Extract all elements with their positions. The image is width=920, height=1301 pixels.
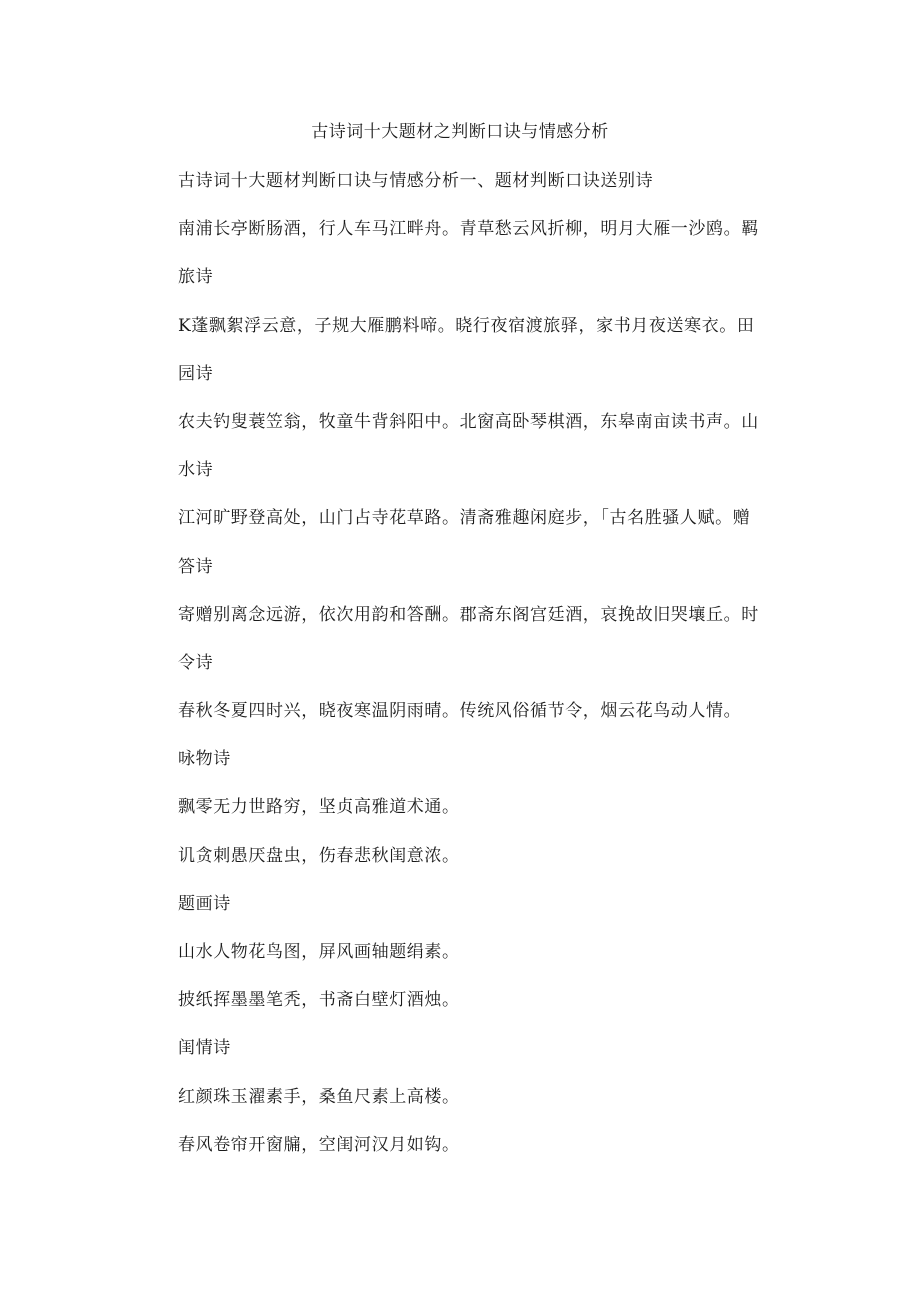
text-line: 题画诗	[178, 893, 231, 914]
text-line: K蓬飘絮浮云意，子规大雁鹏料啼。晓行夜宿渡旅驿，家书月夜送寒衣。田	[178, 315, 755, 336]
text-line: 闺情诗	[178, 1038, 231, 1059]
text-line: 咏物诗	[178, 749, 231, 770]
text-line: 答诗	[178, 556, 214, 577]
document-title: 古诗词十大题材之判断口诀与情感分析	[311, 122, 609, 142]
text-line: 古诗词十大题材判断口诀与情感分析一、题材判断口诀送别诗	[178, 171, 654, 191]
text-line: 农夫钓叟蓑笠翁，牧童牛背斜阳中。北窗高卧琴棋酒，东皋南亩读书声。山	[178, 411, 759, 432]
text-line: 山水人物花鸟图，屏风画轴题绢素。	[178, 942, 460, 962]
text-line: 披纸挥墨墨笔秃，书斋白壁灯酒烛。	[178, 990, 460, 1011]
text-line: 南浦长亭断肠酒，行人车马江畔舟。青草愁云风折柳，明月大雁一沙鸥。羁	[178, 219, 759, 240]
text-line: 红颜珠玉濯素手，桑鱼尺素上高楼。	[178, 1086, 460, 1107]
text-line: 讥贪刺愚厌盘虫，伤春悲秋闺意浓。	[178, 845, 460, 866]
document-body	[178, 170, 798, 1182]
text-line: 令诗	[178, 652, 214, 673]
text-line: 园诗	[178, 363, 214, 384]
text-line: 水诗	[178, 460, 214, 481]
text-line: 旅诗	[178, 267, 214, 288]
text-line: 飘零无力世路穷，坚贞高雅道术通。	[178, 797, 460, 818]
text-line: 春风卷帘开窗牖，空闺河汉月如钩。	[178, 1134, 460, 1155]
text-line: 寄赠别离念远游，依次用韵和答酬。郡斋东阁宫廷酒，哀挽故旧哭壤丘。时	[178, 604, 759, 625]
text-line: 江河旷野登高处，山门占寺花草路。清斋雅趣闲庭步，「古名胜骚人赋。赠	[178, 508, 751, 529]
text-line: 春秋冬夏四时兴，晓夜寒温阴雨晴。传统风俗循节令，烟云花鸟动人情。	[178, 701, 742, 722]
